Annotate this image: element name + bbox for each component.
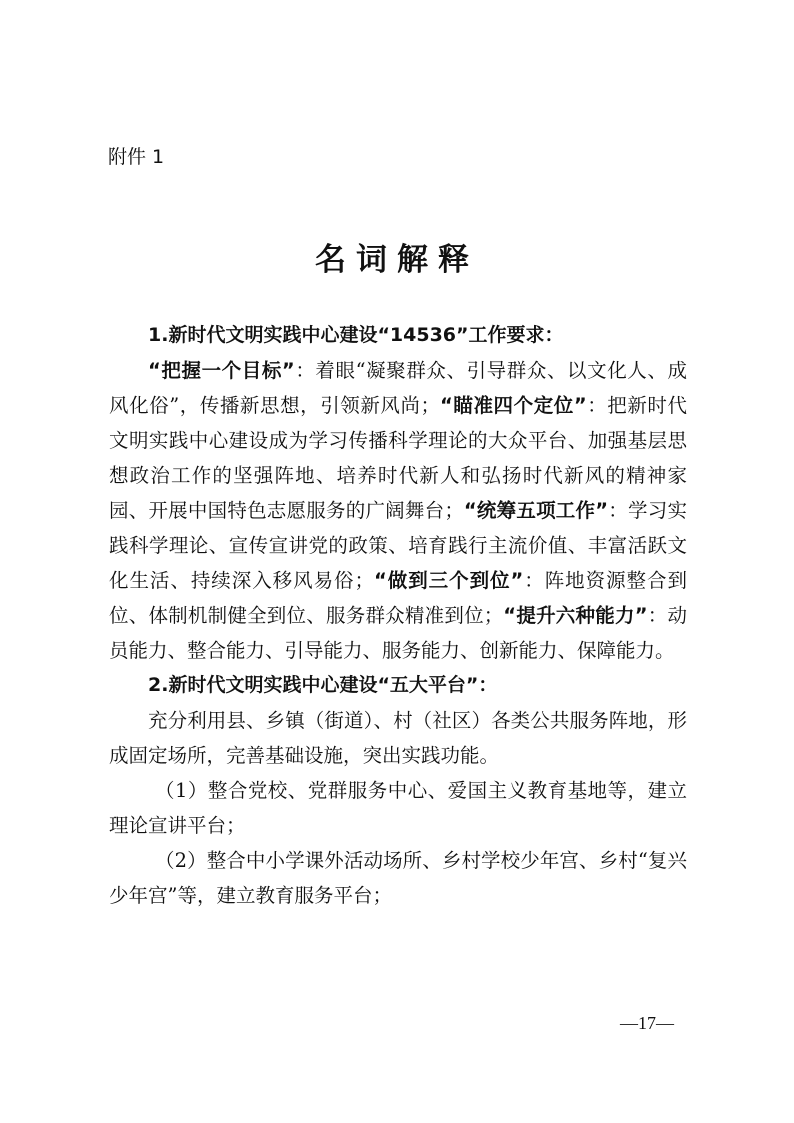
section1-heading: 1.新时代文明实践中心建设“14536”工作要求： <box>148 324 564 346</box>
document-body <box>109 318 687 913</box>
positions-term: “瞄准四个定位” <box>440 394 587 417</box>
goal-text: ：着眼“凝聚群众、引导群众、以文化人、成风化俗”，传播新思想，引领新风尚； <box>109 359 687 417</box>
abilities-term: “提升六种能力” <box>503 604 648 627</box>
in-place-text: ：阵地资源整合到位、体制机制健全到位、服务群众精准到位； <box>109 569 687 627</box>
page-number: —17— <box>620 1013 674 1033</box>
abilities-text: ：动员能力、整合能力、引导能力、服务能力、创新能力、保障能力。 <box>109 604 687 662</box>
section1-paragraph <box>109 353 687 668</box>
positions-text: ：把新时代文明实践中心建设成为学习传播科学理论的大众平台、加强基层思想政治工作的坚强阵地、培养时代新人和弘扬时代新风的精神家园、开展中国特色志愿服务的广阔舞台； <box>109 394 687 522</box>
section2-intro: 充分利用县、乡镇（街道）、村（社区）各类公共服务阵地，形成固定场所，完善基础设施，突出实践功能。 <box>109 709 687 767</box>
section2-item-1: （1）整合党校、党群服务中心、爱国主义教育基地等，建立理论宣讲平台； <box>109 779 687 837</box>
works-text: ：学习实践科学理论、宣传宣讲党的政策、培育践行主流价值、丰富活跃文化生活、持续深入移风易俗； <box>109 499 687 592</box>
attachment-label: 附件 1 <box>108 146 165 168</box>
goal-term: “把握一个目标” <box>148 359 295 382</box>
document-title: 名词解释 <box>315 242 479 278</box>
in-place-term: “做到三个到位” <box>373 569 524 592</box>
works-term: “统筹五项工作” <box>463 499 609 522</box>
section2-item-2: （2）整合中小学课外活动场所、乡村学校少年宫、乡村“复兴少年宫”等，建立教育服务平台； <box>109 849 687 907</box>
section2-heading: 2.新时代文明实践中心建设“五大平台”： <box>148 674 498 696</box>
